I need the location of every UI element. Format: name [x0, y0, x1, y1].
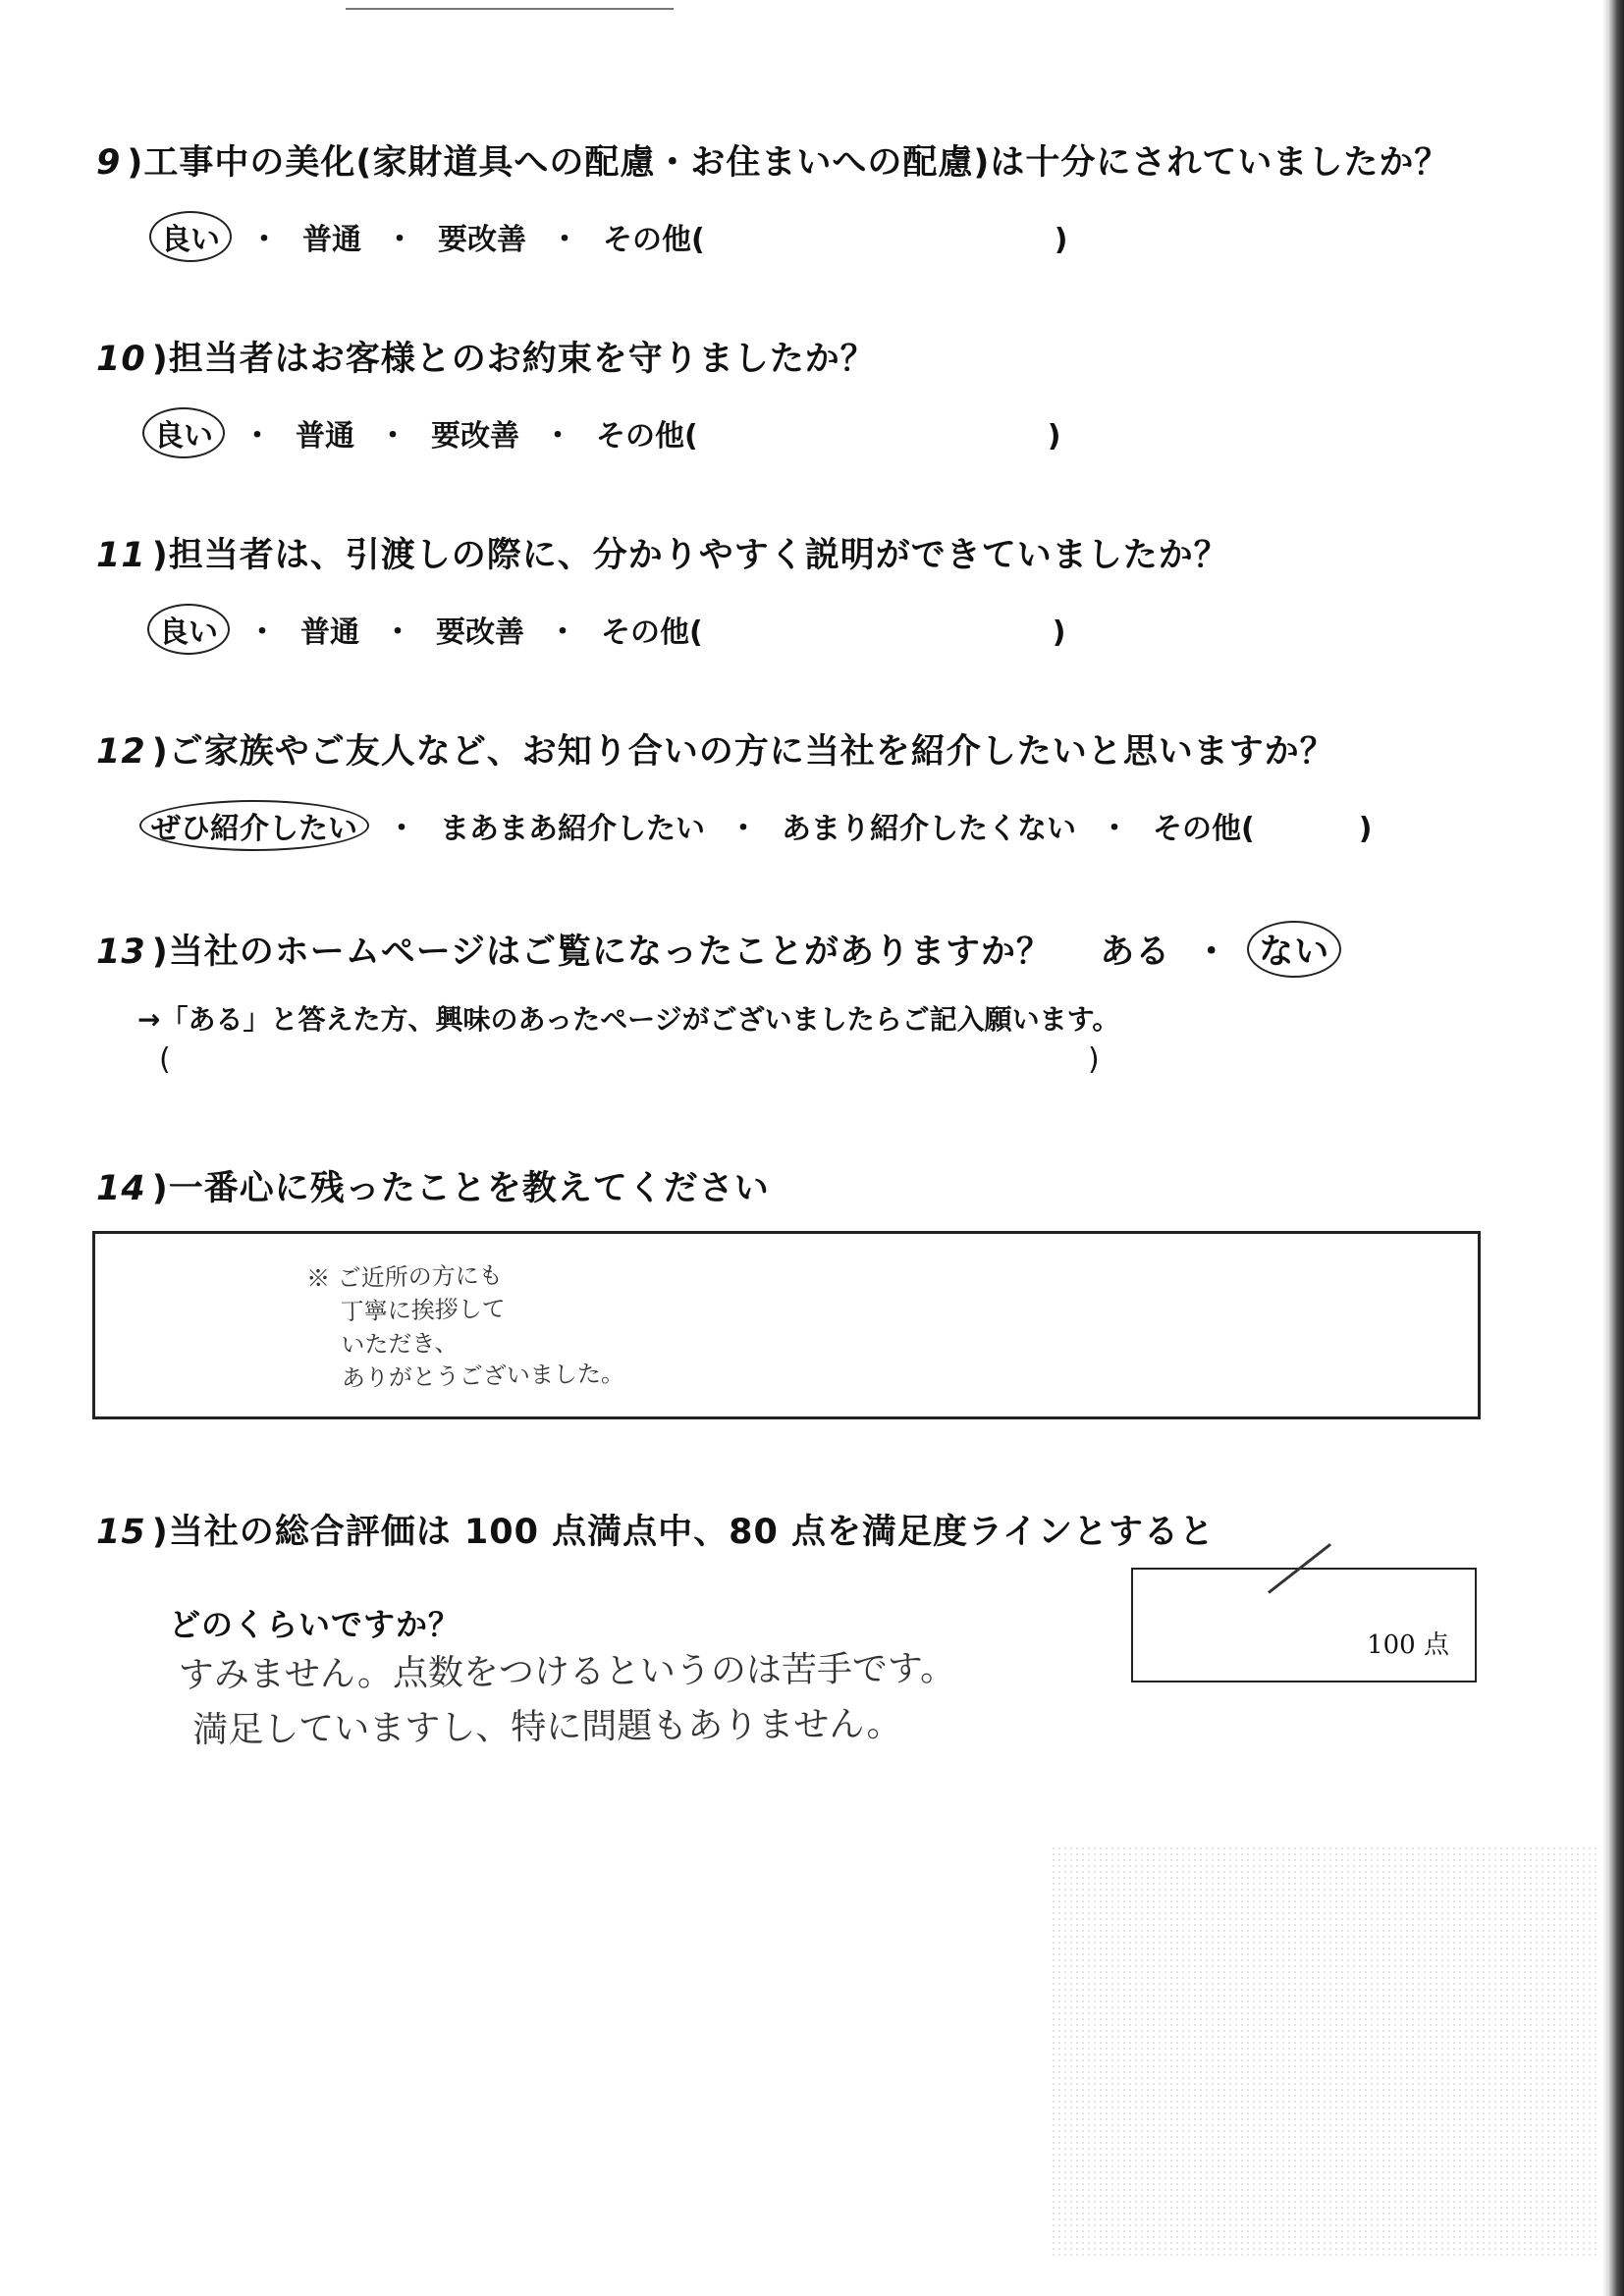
question-number: 15 [96, 1513, 146, 1552]
option-normal[interactable]: 普通 [300, 615, 359, 650]
option-other-close: ) [1047, 419, 1061, 454]
question-14 [96, 1161, 770, 1210]
option-no-selected[interactable]: ない [1247, 921, 1341, 978]
question-13-paren-open: ( [159, 1042, 171, 1077]
question-12 [96, 724, 1335, 774]
option-needs-improvement[interactable]: 要改善 [436, 615, 524, 650]
option-other-close: ) [1358, 812, 1373, 846]
handwritten-answer-14: ※ ご近所の方にも 丁寧に挨拶して いただき、 ありがとうございました。 [305, 1261, 625, 1393]
options-9: 良い ・ 普通 ・ 要改善 ・ その他( ) [149, 211, 1067, 262]
question-13: 13 )当社のホームページはご覧になったことがありますか？ ある ・ ない [96, 921, 1341, 978]
option-yes[interactable]: ある [1100, 933, 1171, 972]
question-13-paren-close: ) [1088, 1042, 1100, 1077]
question-11 [96, 528, 1229, 577]
question-text: )当社のホームページはご覧になったことがありますか？ [151, 933, 1053, 972]
question-text: )ご家族やご友人など、お知り合いの方に当社を紹介したいと思いますか？ [151, 732, 1335, 772]
question-9 [96, 135, 1449, 185]
question-number: 11 [96, 536, 146, 575]
option-needs-improvement[interactable]: 要改善 [431, 419, 519, 454]
top-rule [346, 8, 674, 10]
option-somewhat-recommend[interactable]: まあまあ紹介したい [440, 812, 705, 846]
option-definitely-recommend-selected[interactable]: ぜひ紹介したい [139, 800, 369, 851]
option-other[interactable]: その他( [1153, 812, 1255, 846]
option-needs-improvement[interactable]: 要改善 [438, 223, 526, 257]
handwritten-stroke [1268, 1543, 1331, 1594]
option-other[interactable]: その他( [601, 615, 703, 650]
option-other[interactable]: その他( [596, 419, 698, 454]
question-text: )担当者は、引渡しの際に、分かりやすく説明ができていましたか？ [151, 536, 1229, 575]
question-10 [96, 332, 876, 381]
question-number: 9 [96, 143, 122, 183]
question-13-note: →「ある」と答えた方、興味のあったページがございましたらご記入願います。 [137, 1003, 1120, 1036]
scan-artifact [1051, 1845, 1600, 2258]
question-number: 13 [96, 933, 146, 972]
option-normal[interactable]: 普通 [296, 419, 354, 454]
answer-box-14[interactable] [92, 1231, 1481, 1419]
options-12: ぜひ紹介したい ・ まあまあ紹介したい ・ あまり紹介したくない ・ その他( ) [139, 800, 1372, 851]
question-number: 12 [96, 732, 146, 772]
question-text: )当社の総合評価は 100 点満点中、80 点を満足度ラインとすると [151, 1513, 1215, 1552]
question-15 [96, 1505, 1215, 1554]
options-10: 良い ・ 普通 ・ 要改善 ・ その他( ) [142, 407, 1060, 458]
score-box[interactable] [1131, 1568, 1477, 1682]
question-text: )工事中の美化(家財道具への配慮・お住まいへの配慮)は十分にされていましたか？ [127, 143, 1450, 183]
option-not-recommend[interactable]: あまり紹介したくない [782, 812, 1076, 846]
option-good-selected[interactable]: 良い [142, 407, 225, 458]
handwritten-answer-15: すみません。点数をつけるというのは苦手です。 満足していますし、特に問題もありません。 [178, 1648, 956, 1751]
question-text: )担当者はお客様とのお約束を守りましたか？ [151, 340, 876, 379]
scan-edge [1602, 0, 1624, 2296]
score-unit: 100 点 [1367, 1630, 1449, 1660]
option-good-selected[interactable]: 良い [149, 211, 232, 262]
question-number: 14 [96, 1169, 146, 1208]
option-other[interactable]: その他( [603, 223, 705, 257]
question-15-subtext: どのくらいですか？ [169, 1606, 461, 1643]
question-text: )一番心に残ったことを教えてください [151, 1169, 770, 1208]
option-other-close: ) [1054, 223, 1068, 257]
option-normal[interactable]: 普通 [302, 223, 361, 257]
question-number: 10 [96, 340, 146, 379]
option-good-selected[interactable]: 良い [147, 604, 230, 655]
option-other-close: ) [1052, 615, 1066, 650]
options-11: 良い ・ 普通 ・ 要改善 ・ その他( ) [147, 604, 1065, 655]
